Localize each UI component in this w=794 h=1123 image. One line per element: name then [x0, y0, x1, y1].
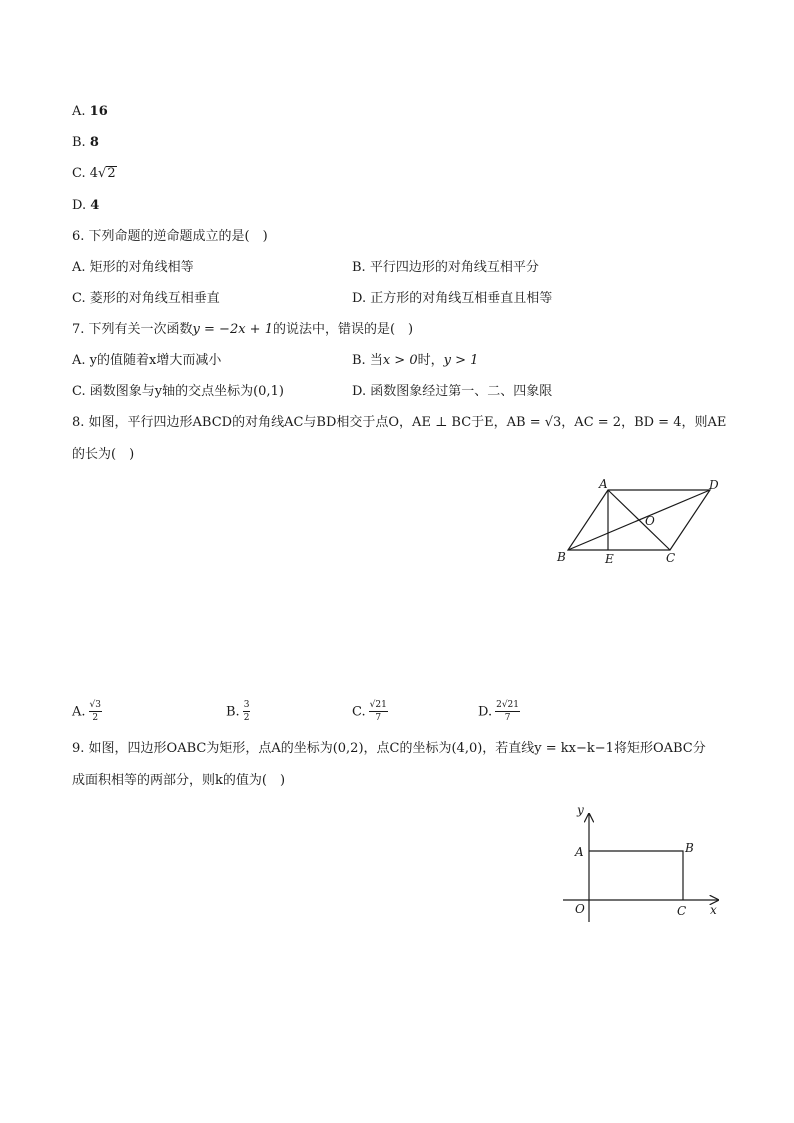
- q5-option-b: B. 8: [72, 135, 99, 150]
- label-b: B: [685, 841, 694, 855]
- label-a: A: [599, 477, 608, 491]
- label-o: O: [575, 902, 585, 916]
- label-y: y: [577, 803, 584, 817]
- q8-option-a: A. $\frac{√3}{2}$: [72, 700, 101, 723]
- q5-option-c: C. 4√2: [72, 166, 116, 181]
- q7-option-a: A. y的值随着x增大而减小: [72, 353, 222, 368]
- q6-option-a: A. 矩形的对角线相等: [72, 260, 194, 275]
- q6-option-b: B. 平行四边形的对角线互相平分: [352, 260, 539, 275]
- label-a: A: [575, 845, 584, 859]
- rectangle-oabc: [589, 851, 683, 900]
- label-x: x: [710, 903, 717, 917]
- q8-option-d: D. $\frac{2√21}{7}$: [478, 700, 520, 723]
- label-c: C: [677, 904, 687, 918]
- label-o: O: [645, 514, 655, 528]
- sqrt-symbol: √2: [98, 166, 116, 181]
- label-d: D: [709, 478, 719, 492]
- q8-option-c: C. $\frac{√21}{7}$: [352, 700, 387, 723]
- q6-stem: 6. 下列命题的逆命题成立的是( ): [72, 229, 268, 244]
- q9-figure-rectangle: [560, 800, 730, 928]
- q8-figure-parallelogram: [550, 472, 730, 572]
- q9-stem-line2: 成面积相等的两部分，则k的值为( ): [72, 773, 286, 788]
- label-e: E: [605, 552, 614, 566]
- q7-option-d: D. 函数图象经过第一、二、四象限: [352, 384, 553, 399]
- q9-stem-line1: 9. 如图，四边形OABC为矩形，点A的坐标为(0,2)，点C的坐标为(4,0)，若直线y = kx−k−1将矩形OABC分: [72, 741, 706, 756]
- q8-stem-line1: 8. 如图，平行四边形ABCD的对角线AC与BD相交于点O，AE ⊥ BC于E，AB = √3，AC = 2，BD = 4，则AE: [72, 415, 727, 430]
- q7-option-c: C. 函数图象与y轴的交点坐标为(0,1): [72, 384, 284, 399]
- q6-option-c: C. 菱形的对角线互相垂直: [72, 291, 220, 306]
- diagonal-bd: [568, 490, 710, 550]
- q8-option-b: B. $\frac{3}{2}$: [226, 700, 250, 723]
- q6-option-d: D. 正方形的对角线互相垂直且相等: [352, 291, 553, 306]
- label-b: B: [557, 550, 566, 564]
- q5-option-a: A. 16: [72, 104, 108, 119]
- q8-stem-line2: 的长为( ): [72, 447, 135, 462]
- label-c: C: [666, 551, 676, 565]
- q5-option-d: D. 4: [72, 198, 100, 213]
- q7-stem: 7. 下列有关一次函数y = −2x + 1的说法中，错误的是( ): [72, 322, 414, 337]
- q7-option-b: B. 当x > 0时，y > 1: [352, 353, 479, 368]
